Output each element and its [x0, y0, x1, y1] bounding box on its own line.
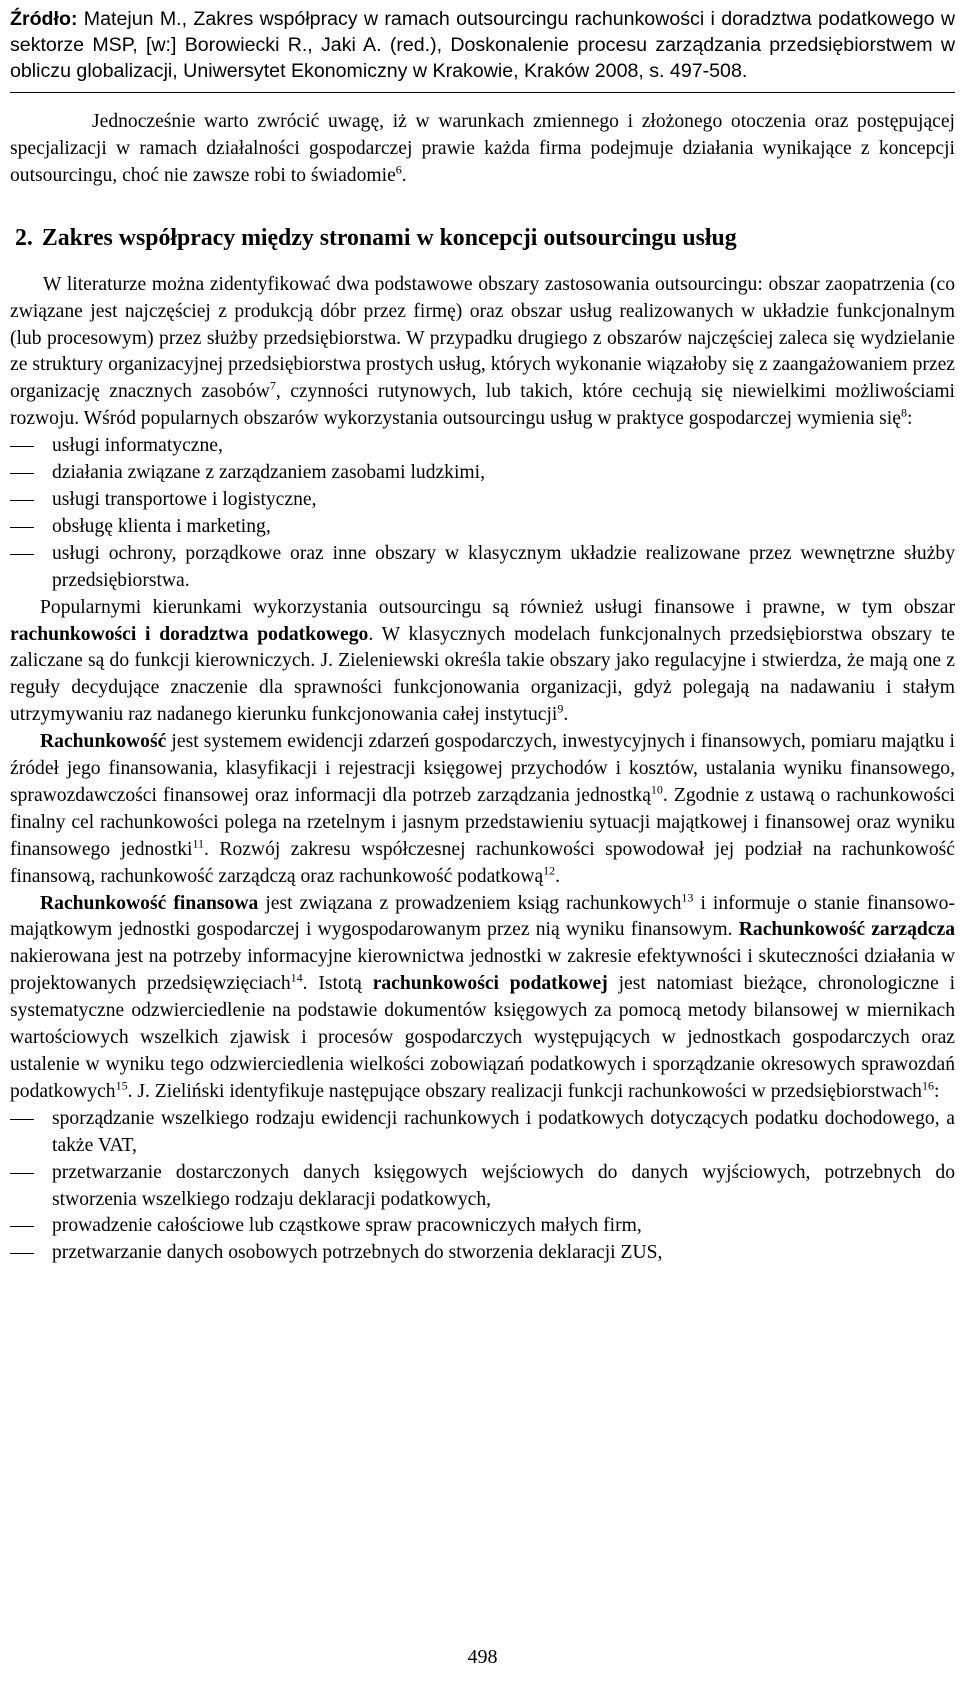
footnote-ref[interactable]: 9	[557, 701, 564, 716]
footnote-ref[interactable]: 8	[900, 405, 907, 420]
paragraph-text: i informuje o stanie finansowo-majątkowym jednostki gospodarczej i wygospodarowanym przez nią wyniku finansowym.	[10, 892, 955, 941]
paragraph-text: Popularnymi kierunkami wykorzystania outsourcingu są również usługi finansowe i prawne, w tym obszar	[40, 596, 955, 618]
dash-bullet-icon	[10, 554, 34, 555]
bold-term: Rachunkowość zarządcza	[738, 919, 955, 941]
paragraph-accounting-types	[10, 891, 955, 1106]
list-item	[10, 1213, 955, 1240]
list-item	[10, 541, 955, 595]
footnote-ref[interactable]: 16	[921, 1078, 934, 1093]
paragraph-areas	[10, 272, 955, 433]
bold-term: Rachunkowość	[40, 731, 167, 753]
list-item-text: obsługę klienta i marketing,	[52, 515, 271, 537]
list-item-text: usługi informatyczne,	[52, 435, 223, 457]
dash-bullet-icon	[10, 1119, 34, 1120]
footnote-ref[interactable]: 13	[681, 890, 694, 905]
main-text	[10, 109, 955, 1267]
paragraph-text: . Istotą	[302, 973, 373, 995]
list-item-text: prowadzenie całościowe lub cząstkowe spraw pracowniczych małych firm,	[52, 1215, 642, 1237]
list-item-text: przetwarzanie danych osobowych potrzebnych do stworzenia deklaracji ZUS,	[52, 1242, 663, 1264]
paragraph-text: jest systemem ewidencji zdarzeń gospodarczych, inwestycyjnych i finansowych, pomiaru majątku i źródeł jego finansowania, klasyfikacji i rejestracji księgowej przychodów i kosztów, ustalania wyniku finansowego, sprawozdawczości finansowej oraz informacji dla potrzeb zarządzania jednostką	[10, 731, 955, 806]
paragraph-text: :	[933, 1080, 940, 1102]
list-item	[10, 433, 955, 460]
footnote-ref[interactable]: 14	[290, 970, 303, 985]
bold-term: rachunkowości i doradztwa podatkowego	[10, 623, 369, 645]
footnote-ref[interactable]: 7	[269, 378, 276, 393]
paragraph-finance	[10, 595, 955, 730]
list-item-text: usługi ochrony, porządkowe oraz inne obszary w klasycznym układzie realizowane przez wewnętrzne służby przedsiębiorstwa.	[52, 542, 955, 591]
footnote-ref[interactable]: 12	[543, 863, 556, 878]
footnote-ref[interactable]: 11	[192, 836, 204, 851]
outsourcing-areas-list	[10, 433, 955, 594]
list-item	[10, 487, 955, 514]
dash-bullet-icon	[10, 1173, 34, 1174]
paragraph-text: , czynności rutynowych, lub takich, które cechują się niewielkimi możliwościami rozwoju. Wśród popularnych obszarów wykorzystania outsourcingu usług w praktyce gospodarczej wymienia się	[10, 381, 956, 430]
page-number: 498	[467, 1646, 498, 1668]
paragraph-text: .	[555, 865, 561, 887]
paragraph-text: . W klasycznych modelach funkcjonalnych przedsiębiorstwa obszary te zaliczane są do funkcji kierowniczych. J. Zieleniewski określa takie obszary jako regulacyjne i stwierdza, że mają one z reguły decydujące znaczenie dla sprawności funkcjonowania organizacji, gdyż polegają na nadawaniu i stałym utrzymywaniu raz nadanego kierunku funkcjonowania całej instytucji	[10, 623, 956, 726]
section-title: Zakres współpracy między stronami w koncepcji outsourcingu usług	[41, 224, 737, 251]
list-item-text: działania związane z zarządzaniem zasobami ludzkimi,	[52, 462, 486, 484]
paragraph-text: .	[563, 704, 569, 726]
source-note	[10, 6, 955, 93]
source-text: Matejun M., Zakres współpracy w ramach outsourcingu rachunkowości i doradztwa podatkowego w sektorze MSP, [w:] Borowiecki R., Jaki A. (red.), Doskonalenie procesu zarządzania przedsiębiorstwem w obliczu globalizacji, Uniwersytet Ekonomiczny w Krakowie, Kraków 2008, s. 497-508.	[10, 8, 955, 82]
bold-term: rachunkowości podatkowej	[372, 973, 608, 995]
bold-term: Rachunkowość finansowa	[40, 892, 259, 914]
list-item	[10, 514, 955, 541]
list-item-text: przetwarzanie dostarczonych danych księgowych wejściowych do danych wyjściowych, potrzebnych do stworzenia wszelkiego rodzaju deklaracji podatkowych,	[52, 1161, 955, 1210]
list-item	[10, 1240, 955, 1267]
list-item-text: usługi transportowe i logistyczne,	[52, 488, 317, 510]
list-item	[10, 460, 955, 487]
intro-end: .	[401, 164, 407, 186]
paragraph-text: . Rozwój zakresu współczesnej rachunkowości spowodował jej podział na rachunkowość finansową, rachunkowość zarządczą oraz rachunkowość podatkową	[10, 838, 955, 887]
footnote-ref[interactable]: 10	[650, 782, 663, 797]
intro-paragraph	[10, 109, 955, 190]
document-page	[10, 0, 955, 1695]
dash-bullet-icon	[10, 473, 34, 474]
section-number: 2.	[15, 224, 33, 251]
footnote-ref[interactable]: 15	[115, 1078, 128, 1093]
footnote-ref[interactable]: 6	[395, 162, 402, 177]
paragraph-text: jest natomiast bieżące, chronologiczne i systematyczne odzwierciedlenie na podstawie dokumentów księgowych za pomocą metody bilansowej w miernikach wartościowych wszelkich zjawisk i procesów gospodarczych występujących w jednostkach gospodarczych oraz ustalenie w wyniku tego odzwierciedlenia wielkości zobowiązań podatkowych i sporządzanie okresowych sprawozdań podatkowych	[10, 973, 956, 1102]
paragraph-text: W literaturze można zidentyfikować dwa podstawowe obszary zastosowania outsourcingu: obszar zaopatrzenia (co związane jest najczęściej z produkcją dóbr przez firmę) oraz obszar usług realizowanych w układzie funkcjonalnym (lub procesowym) przez służby przedsiębiorstwa. W przypadku drugiego z obszarów najczęściej zaleca się wydzielanie ze struktury organizacyjnej przedsiębiorstwa prostych usług, których wykonanie wiązałoby się z zaangażowaniem przez organizację znacznych zasobów	[10, 273, 955, 403]
section-heading	[15, 224, 955, 252]
paragraph-text: :	[906, 408, 913, 430]
dash-bullet-icon	[10, 446, 34, 447]
paragraph-text: . Zgodnie z ustawą o rachunkowości finalny cel rachunkowości polega na rzetelnym i jasnym przedstawieniu sytuacji majątkowej i finansowej oraz wyniku finansowego jednostki	[10, 784, 955, 860]
source-label: Źródło:	[10, 8, 78, 30]
paragraph-text: nakierowana jest na potrzeby informacyjne kierownictwa jednostki w zakresie efektywności i skuteczności działania w projektowanych przedsięwzięciach	[10, 946, 955, 995]
paragraph-text: . J. Zieliński identyfikuje następujące obszary realizacji funkcji rachunkowości w przedsiębiorstwach	[127, 1080, 922, 1102]
list-item	[10, 1160, 955, 1214]
dash-bullet-icon	[10, 500, 34, 501]
dash-bullet-icon	[10, 1253, 34, 1254]
list-item-text: sporządzanie wszelkiego rodzaju ewidencji rachunkowych i podatkowych dotyczących podatku dochodowego, a także VAT,	[52, 1107, 955, 1156]
dash-bullet-icon	[10, 1226, 34, 1227]
intro-text: Jednocześnie warto zwrócić uwagę, iż w warunkach zmiennego i złożonego otoczenia oraz postępującej specjalizacji w ramach działalności gospodarczej prawie każda firma podejmuje działania wynikające z koncepcji outsourcingu, choć nie zawsze robi to świadomie	[10, 111, 955, 186]
paragraph-accounting	[10, 729, 955, 890]
paragraph-text: jest związana z prowadzeniem ksiąg rachunkowych	[258, 892, 682, 914]
dash-bullet-icon	[10, 527, 34, 528]
list-item	[10, 1106, 955, 1160]
accounting-functions-list	[10, 1106, 955, 1267]
